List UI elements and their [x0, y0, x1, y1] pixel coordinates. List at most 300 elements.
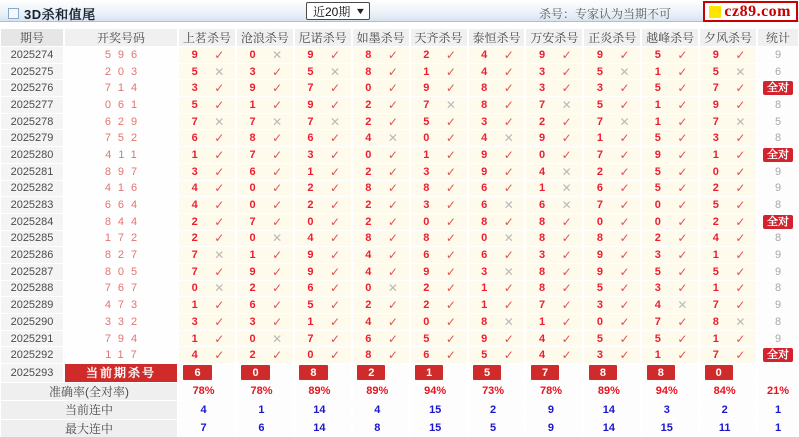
- check-icon: ✓: [619, 164, 630, 179]
- summary-label: 当前连中: [1, 401, 177, 419]
- cross-icon: ✕: [735, 314, 746, 329]
- kill-number: 3: [654, 282, 661, 295]
- stat-cell: 9: [758, 264, 798, 280]
- kill-cell: [526, 147, 582, 163]
- current-kill-cell: [353, 364, 409, 382]
- check-icon: ✓: [329, 348, 341, 363]
- kill-cell: [295, 97, 351, 113]
- check-icon: ✓: [503, 64, 514, 79]
- kill-cell: [584, 114, 640, 130]
- period-cell: 2025281: [1, 164, 63, 180]
- kill-cell: [237, 297, 293, 313]
- kill-cell: [179, 64, 235, 80]
- kill-number: 5: [423, 115, 430, 128]
- kill-cell: [353, 47, 409, 63]
- kill-cell: [584, 97, 640, 113]
- kill-cell: [469, 197, 525, 213]
- check-icon: ✓: [329, 147, 341, 162]
- kill-cell: [584, 181, 640, 197]
- kill-cell: [526, 64, 582, 80]
- kill-number: 1: [712, 148, 719, 161]
- kill-number: 5: [596, 332, 603, 345]
- kill-number: 2: [249, 282, 256, 295]
- all-correct-badge: 全对: [763, 148, 793, 162]
- kill-cell: [642, 297, 698, 313]
- check-icon: ✓: [214, 264, 225, 279]
- kill-number: 1: [423, 148, 430, 161]
- kill-number: 0: [596, 315, 603, 328]
- draw-numbers-cell: 664: [65, 197, 177, 213]
- cross-icon: ✕: [445, 97, 456, 112]
- kill-number: 5: [654, 182, 661, 195]
- check-icon: ✓: [561, 47, 572, 62]
- kill-cell: [353, 97, 409, 113]
- check-icon: ✓: [619, 281, 630, 296]
- kill-number: 0: [307, 349, 314, 362]
- summary-value-cell: [700, 383, 756, 401]
- kill-number: 2: [191, 232, 198, 245]
- kill-number: 4: [307, 232, 314, 245]
- kill-number: 8: [712, 315, 719, 328]
- check-icon: ✓: [735, 231, 746, 246]
- kill-cell: [411, 247, 467, 263]
- check-icon: ✓: [445, 114, 456, 129]
- period-cell: 2025291: [1, 331, 63, 347]
- check-icon: ✓: [214, 214, 225, 229]
- site-logo[interactable]: [703, 1, 798, 22]
- current-kill-cell: [295, 364, 351, 382]
- draw-numbers-cell: 473: [65, 297, 177, 313]
- draw-numbers-cell: 629: [65, 114, 177, 130]
- kill-cell: [353, 247, 409, 263]
- kill-number: 2: [365, 115, 372, 128]
- summary-label: 准确率(全对率): [1, 383, 177, 401]
- kill-number: 3: [307, 148, 314, 161]
- kill-cell: [295, 181, 351, 197]
- kill-cell: [700, 214, 756, 230]
- summary-value: 1: [258, 403, 265, 416]
- kill-cell: [642, 164, 698, 180]
- kill-number: 4: [538, 332, 546, 345]
- kill-cell: [700, 197, 756, 213]
- col-header-stat: 统计: [758, 29, 798, 46]
- kill-number: 7: [191, 265, 198, 278]
- check-icon: ✓: [445, 231, 456, 246]
- kill-number: 4: [191, 182, 198, 195]
- check-icon: ✓: [735, 181, 746, 196]
- draw-numbers-cell: 844: [65, 214, 177, 230]
- kill-cell: [526, 80, 582, 96]
- summary-value-cell: [237, 383, 293, 401]
- kill-number: 5: [654, 332, 661, 345]
- check-icon: ✓: [445, 248, 456, 263]
- kill-number: 7: [538, 98, 546, 111]
- check-icon: ✓: [561, 214, 572, 229]
- kill-cell: [584, 64, 640, 80]
- check-icon: ✓: [387, 64, 398, 79]
- check-icon: ✓: [561, 81, 572, 96]
- period-cell: 2025276: [1, 80, 63, 96]
- kill-cell: [642, 264, 698, 280]
- kill-number: 1: [712, 282, 719, 295]
- stat-cell: 9: [758, 164, 798, 180]
- kill-number: 0: [249, 48, 256, 61]
- current-kill-cell: [179, 364, 235, 382]
- check-icon: ✓: [561, 264, 572, 279]
- kill-number: 6: [481, 249, 488, 262]
- summary-value: 9: [547, 403, 555, 416]
- summary-stat-cell: 1: [758, 401, 798, 419]
- summary-value-cell: [353, 420, 409, 437]
- check-icon: ✓: [387, 264, 398, 279]
- kill-number: 8: [249, 132, 256, 145]
- kill-number: 5: [654, 165, 661, 178]
- summary-value: 14: [313, 403, 326, 416]
- check-icon: ✓: [503, 181, 514, 196]
- kill-cell: [642, 147, 698, 163]
- kill-cell: [584, 264, 640, 280]
- kill-number: 9: [538, 132, 546, 145]
- kill-cell: [353, 214, 409, 230]
- check-icon: ✓: [329, 164, 341, 179]
- summary-value-cell: [469, 401, 525, 419]
- kill-number: 7: [712, 115, 719, 128]
- kill-number: 0: [191, 282, 198, 295]
- kill-number: 0: [538, 148, 546, 161]
- check-icon: ✓: [445, 64, 456, 79]
- summary-value-cell: [526, 401, 582, 419]
- kill-number: 6: [423, 349, 430, 362]
- kill-cell: [353, 80, 409, 96]
- kill-cell: [353, 164, 409, 180]
- kill-number: 8: [423, 232, 430, 245]
- kill-number: 5: [712, 265, 719, 278]
- kill-cell: [642, 47, 698, 63]
- period-cell: 2025286: [1, 247, 63, 263]
- kill-number: 8: [365, 65, 372, 78]
- summary-value-cell: [642, 401, 698, 419]
- kill-number: 7: [307, 115, 314, 128]
- cross-icon: ✕: [503, 198, 514, 213]
- stat-cell: 6: [758, 64, 798, 80]
- kill-cell: [411, 181, 467, 197]
- range-select[interactable]: [306, 2, 370, 20]
- summary-value-cell: [700, 420, 756, 437]
- check-icon: ✓: [677, 97, 688, 112]
- check-icon: ✓: [387, 114, 398, 129]
- kill-number: 5: [596, 282, 603, 295]
- kill-number: 4: [712, 232, 719, 245]
- kill-cell: [237, 247, 293, 263]
- summary-value-cell: [295, 383, 351, 401]
- kill-number: 8: [481, 215, 488, 228]
- stat-cell: 8: [758, 197, 798, 213]
- check-icon: ✓: [735, 331, 746, 346]
- summary-value-cell: [469, 420, 525, 437]
- check-icon: ✓: [677, 147, 688, 162]
- check-icon: ✓: [387, 47, 398, 62]
- kill-number: 7: [307, 332, 314, 345]
- kill-cell: [642, 231, 698, 247]
- kill-number: 8: [538, 232, 546, 245]
- stat-cell: 8: [758, 231, 798, 247]
- kill-number: 9: [307, 265, 314, 278]
- kill-number: 3: [538, 65, 546, 78]
- kill-number: 7: [191, 249, 198, 262]
- kill-number: 9: [423, 82, 430, 95]
- kill-cell: [469, 164, 525, 180]
- kill-number: 1: [712, 332, 719, 345]
- check-icon: ✓: [272, 348, 283, 363]
- kill-cell: [469, 281, 525, 297]
- kill-number: 1: [481, 299, 488, 312]
- check-icon: ✓: [735, 47, 746, 62]
- kill-number: 6: [307, 282, 314, 295]
- kill-cell: [295, 231, 351, 247]
- check-icon: ✓: [561, 298, 572, 313]
- summary-value-cell: [179, 401, 235, 419]
- current-kill-banner: 当前期杀号: [65, 364, 177, 382]
- current-kill-cell: [700, 364, 756, 382]
- kill-number: 0: [365, 282, 372, 295]
- kill-number: 2: [423, 282, 430, 295]
- kill-cell: [584, 47, 640, 63]
- kill-number: 3: [191, 82, 198, 95]
- check-icon: ✓: [445, 298, 456, 313]
- summary-value-cell: [295, 401, 351, 419]
- check-icon: ✓: [214, 314, 225, 329]
- page-title: 3D杀和值尾: [24, 7, 96, 22]
- cross-icon: ✕: [561, 164, 572, 179]
- period-cell: 2025285: [1, 231, 63, 247]
- kill-cell: [411, 264, 467, 280]
- summary-value-cell: [526, 383, 582, 401]
- kill-number: 2: [596, 165, 603, 178]
- kill-cell: [411, 197, 467, 213]
- kill-number: 9: [249, 82, 256, 95]
- kill-cell: [700, 97, 756, 113]
- kill-number: 1: [191, 148, 198, 161]
- kill-number: 1: [712, 249, 719, 262]
- kill-number: 3: [712, 132, 719, 145]
- section-checkbox[interactable]: [8, 8, 19, 19]
- top-bar: [0, 0, 799, 22]
- check-icon: ✓: [735, 264, 746, 279]
- kill-number-badge: 5: [473, 365, 501, 380]
- check-icon: ✓: [272, 214, 283, 229]
- kill-cell: [237, 64, 293, 80]
- kill-number: 0: [249, 182, 256, 195]
- kill-cell: [237, 80, 293, 96]
- draw-numbers-cell: 416: [65, 181, 177, 197]
- period-cell: 2025277: [1, 97, 63, 113]
- summary-value-cell: [584, 401, 640, 419]
- kill-cell: [295, 247, 351, 263]
- check-icon: ✓: [503, 214, 514, 229]
- kill-number: 3: [423, 165, 430, 178]
- kill-cell: [526, 281, 582, 297]
- summary-value: 4: [200, 403, 207, 416]
- range-select-value: 近20期: [313, 4, 351, 19]
- kill-cell: [469, 47, 525, 63]
- check-icon: ✓: [214, 164, 225, 179]
- check-icon: ✓: [445, 264, 456, 279]
- stat-cell: [758, 147, 798, 163]
- kill-cell: [469, 114, 525, 130]
- kill-number: 9: [654, 148, 661, 161]
- check-icon: ✓: [677, 231, 688, 246]
- check-icon: ✓: [214, 181, 225, 196]
- check-icon: ✓: [677, 314, 688, 329]
- summary-value-cell: [179, 383, 235, 401]
- kill-table: [1, 29, 798, 437]
- kill-number: 3: [538, 82, 546, 95]
- kill-number: 1: [191, 332, 198, 345]
- kill-number: 6: [249, 299, 256, 312]
- kill-cell: [469, 297, 525, 313]
- check-icon: ✓: [735, 164, 746, 179]
- kill-number: 2: [365, 98, 372, 111]
- kill-number: 7: [538, 299, 546, 312]
- kill-number: 1: [423, 65, 430, 78]
- kill-cell: [642, 97, 698, 113]
- stat-cell: 9: [758, 181, 798, 197]
- kill-cell: [700, 231, 756, 247]
- kill-cell: [411, 231, 467, 247]
- kill-cell: [295, 281, 351, 297]
- check-icon: ✓: [561, 248, 572, 263]
- period-cell: 2025274: [1, 47, 63, 63]
- kill-cell: [526, 130, 582, 146]
- col-header-expert: 越峰杀号: [642, 29, 698, 46]
- kill-number: 5: [423, 332, 430, 345]
- summary-label: 最大连中: [1, 420, 177, 437]
- summary-value-cell: [584, 383, 640, 401]
- kill-cell: [237, 197, 293, 213]
- kill-number: 3: [654, 249, 661, 262]
- kill-number: 2: [712, 182, 719, 195]
- kill-number: 2: [712, 215, 719, 228]
- kill-number: 5: [654, 82, 661, 95]
- kill-number: 9: [538, 48, 546, 61]
- kill-cell: [700, 47, 756, 63]
- kill-number: 0: [654, 215, 661, 228]
- check-icon: ✓: [677, 248, 688, 263]
- kill-number: 3: [596, 82, 603, 95]
- kill-cell: [237, 214, 293, 230]
- kill-cell: [295, 147, 351, 163]
- kill-cell: [411, 281, 467, 297]
- kill-number: 1: [596, 132, 603, 145]
- current-kill-cell: [642, 364, 698, 382]
- kill-cell: [526, 214, 582, 230]
- kill-cell: [295, 214, 351, 230]
- check-icon: ✓: [561, 114, 572, 129]
- kill-number: 5: [481, 349, 488, 362]
- kill-number: 1: [654, 115, 661, 128]
- kill-cell: [700, 347, 756, 363]
- kill-number: 5: [654, 48, 661, 61]
- check-icon: ✓: [329, 97, 341, 112]
- kill-cell: [179, 214, 235, 230]
- check-icon: ✓: [677, 181, 688, 196]
- check-icon: ✓: [272, 81, 283, 96]
- kill-cell: [411, 147, 467, 163]
- kill-cell: [469, 247, 525, 263]
- check-icon: ✓: [677, 331, 688, 346]
- kill-number: 7: [249, 215, 256, 228]
- check-icon: ✓: [619, 264, 630, 279]
- kill-number: 0: [423, 132, 430, 145]
- cross-icon: ✕: [272, 47, 283, 62]
- summary-value: 78%: [192, 385, 215, 398]
- kill-cell: [353, 197, 409, 213]
- check-icon: ✓: [561, 231, 572, 246]
- summary-value-cell: [411, 383, 467, 401]
- kill-number: 4: [365, 132, 372, 145]
- kill-cell: [237, 97, 293, 113]
- stat-cell: 8: [758, 281, 798, 297]
- check-icon: ✓: [329, 81, 341, 96]
- kill-cell: [353, 231, 409, 247]
- kill-cell: [584, 147, 640, 163]
- kill-number: 5: [191, 98, 198, 111]
- kill-cell: [411, 164, 467, 180]
- kill-number: 8: [596, 232, 603, 245]
- check-icon: ✓: [503, 47, 514, 62]
- summary-value: 89%: [597, 385, 620, 398]
- check-icon: ✓: [619, 198, 630, 213]
- check-icon: ✓: [387, 181, 398, 196]
- kill-cell: [584, 347, 640, 363]
- check-icon: ✓: [561, 314, 572, 329]
- draw-numbers-cell: 752: [65, 130, 177, 146]
- check-icon: ✓: [619, 97, 630, 112]
- check-icon: ✓: [619, 331, 630, 346]
- col-header-expert: 天齐杀号: [411, 29, 467, 46]
- cross-icon: ✕: [329, 114, 341, 129]
- kill-number: 4: [365, 265, 372, 278]
- kill-number: 8: [365, 349, 372, 362]
- kill-number: 2: [307, 182, 314, 195]
- kill-cell: [179, 231, 235, 247]
- chevron-down-icon: ▼: [355, 6, 367, 16]
- check-icon: ✓: [619, 298, 630, 313]
- check-icon: ✓: [503, 298, 514, 313]
- kill-cell: [584, 231, 640, 247]
- cross-icon: ✕: [387, 131, 398, 146]
- summary-value: 73%: [482, 385, 505, 398]
- summary-value: 14: [313, 422, 326, 435]
- check-icon: ✓: [387, 314, 398, 329]
- kill-number: 6: [307, 132, 314, 145]
- check-icon: ✓: [329, 231, 341, 246]
- kill-cell: [584, 214, 640, 230]
- current-kill-cell: [584, 364, 640, 382]
- check-icon: ✓: [619, 248, 630, 263]
- kill-number: 6: [481, 199, 488, 212]
- check-icon: ✓: [735, 214, 746, 229]
- kill-cell: [642, 314, 698, 330]
- summary-value-cell: [237, 420, 293, 437]
- kill-cell: [526, 197, 582, 213]
- col-header-expert: 夕风杀号: [700, 29, 756, 46]
- check-icon: ✓: [445, 147, 456, 162]
- kill-cell: [295, 80, 351, 96]
- col-header-expert: 尼诺杀号: [295, 29, 351, 46]
- check-icon: ✓: [329, 47, 341, 62]
- kill-number: 4: [538, 165, 546, 178]
